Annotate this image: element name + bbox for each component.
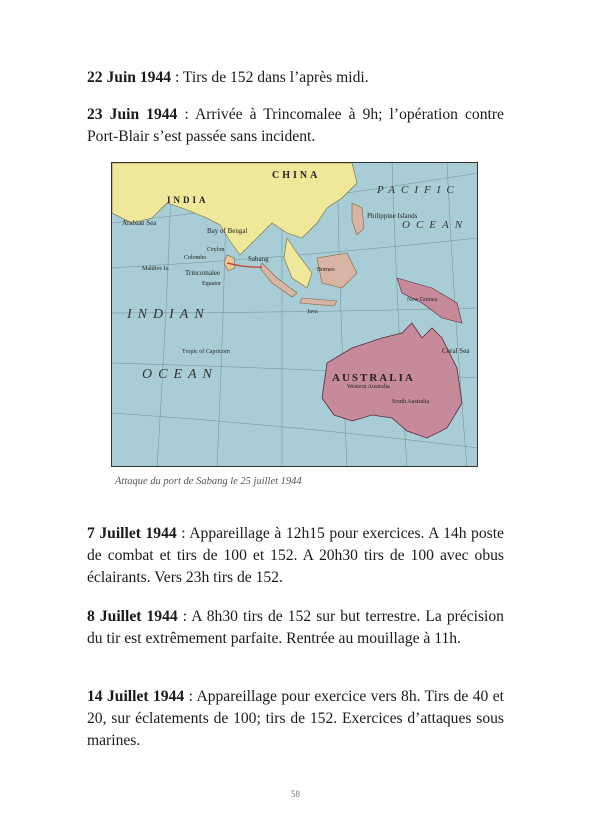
entry-date: 22 Juin 1944: [87, 69, 172, 86]
entry-separator: :: [177, 608, 192, 625]
arabian-sea-label: Arabian Sea: [122, 219, 157, 227]
china-label: CHINA: [272, 170, 321, 181]
entry-date: 8 Juillet 1944: [87, 608, 178, 625]
western-australia-label: Western Australia: [347, 384, 390, 390]
colombo-label: Colombo: [184, 255, 207, 261]
borneo-label: Borneo: [317, 267, 335, 273]
map-image: [112, 163, 478, 467]
route-from-label: Trincomalee: [185, 269, 221, 277]
entry-text: Arrivée à Trincomalee à 9h; l’opération contre Port-Blair s’est passée sans incident.: [87, 106, 504, 145]
route-to-label: Sabang: [248, 255, 269, 263]
philippine-label: Philippine Islands: [367, 212, 418, 220]
entry-14-juillet: [87, 686, 504, 752]
entry-separator: :: [171, 69, 183, 86]
entry-text: Appareillage pour exercice vers 8h. Tirs de 40 et 20, sur éclatements de 100; tirs de 152. Exercices d’attaques sous marines.: [87, 688, 504, 749]
entry-text: A 8h30 tirs de 152 sur but terrestre. La précision du tir est extrêmement parfaite. Rentrée au mouillage à 11h.: [87, 608, 504, 647]
entry-date: 23 Juin 1944: [87, 106, 178, 123]
pacific-ocean-label: OCEAN: [402, 219, 469, 231]
entry-8-juillet: [87, 606, 504, 650]
map-figure: [111, 162, 478, 467]
maldive-label: Maldive Is.: [142, 266, 170, 272]
entry-7-juillet: [87, 523, 504, 589]
equator-label: Equator: [202, 281, 221, 287]
bay-of-bengal-label: Bay of Bengal: [207, 227, 248, 235]
indian-label: INDIAN: [127, 307, 210, 322]
map-caption: Attaque du port de Sabang le 25 juillet 1944: [115, 476, 302, 487]
india-label: INDIA: [167, 195, 209, 205]
page-number: 58: [291, 789, 300, 799]
entry-23-juin: [87, 104, 504, 148]
entry-separator: :: [177, 106, 195, 123]
entry-separator: :: [184, 688, 197, 705]
tropic-label: Tropic of Capricorn: [182, 349, 230, 355]
entry-date: 7 Juillet 1944: [87, 525, 177, 542]
new-guinea-label: New Guinea: [407, 297, 438, 303]
entry-22-juin: [87, 67, 504, 89]
ceylon-label: Ceylon: [207, 247, 225, 253]
entry-separator: :: [176, 525, 190, 542]
australia-label: AUSTRALIA: [332, 372, 415, 384]
coral-sea-label: Coral Sea: [442, 347, 470, 355]
java-label: Java: [307, 309, 318, 315]
pacific-label: PACIFIC: [377, 184, 460, 196]
entry-text: Tirs de 152 dans l’après midi.: [182, 69, 369, 86]
entry-date: 14 Juillet 1944: [87, 688, 185, 705]
indian-ocean-label: OCEAN: [142, 367, 218, 382]
entry-text: Appareillage à 12h15 pour exercices. A 14h poste de combat et tirs de 100 et 152. A 20h30 tirs de 100 avec obus éclairants. Vers 23h tirs de 152.: [87, 525, 504, 586]
south-australia-label: South Australia: [392, 399, 430, 405]
